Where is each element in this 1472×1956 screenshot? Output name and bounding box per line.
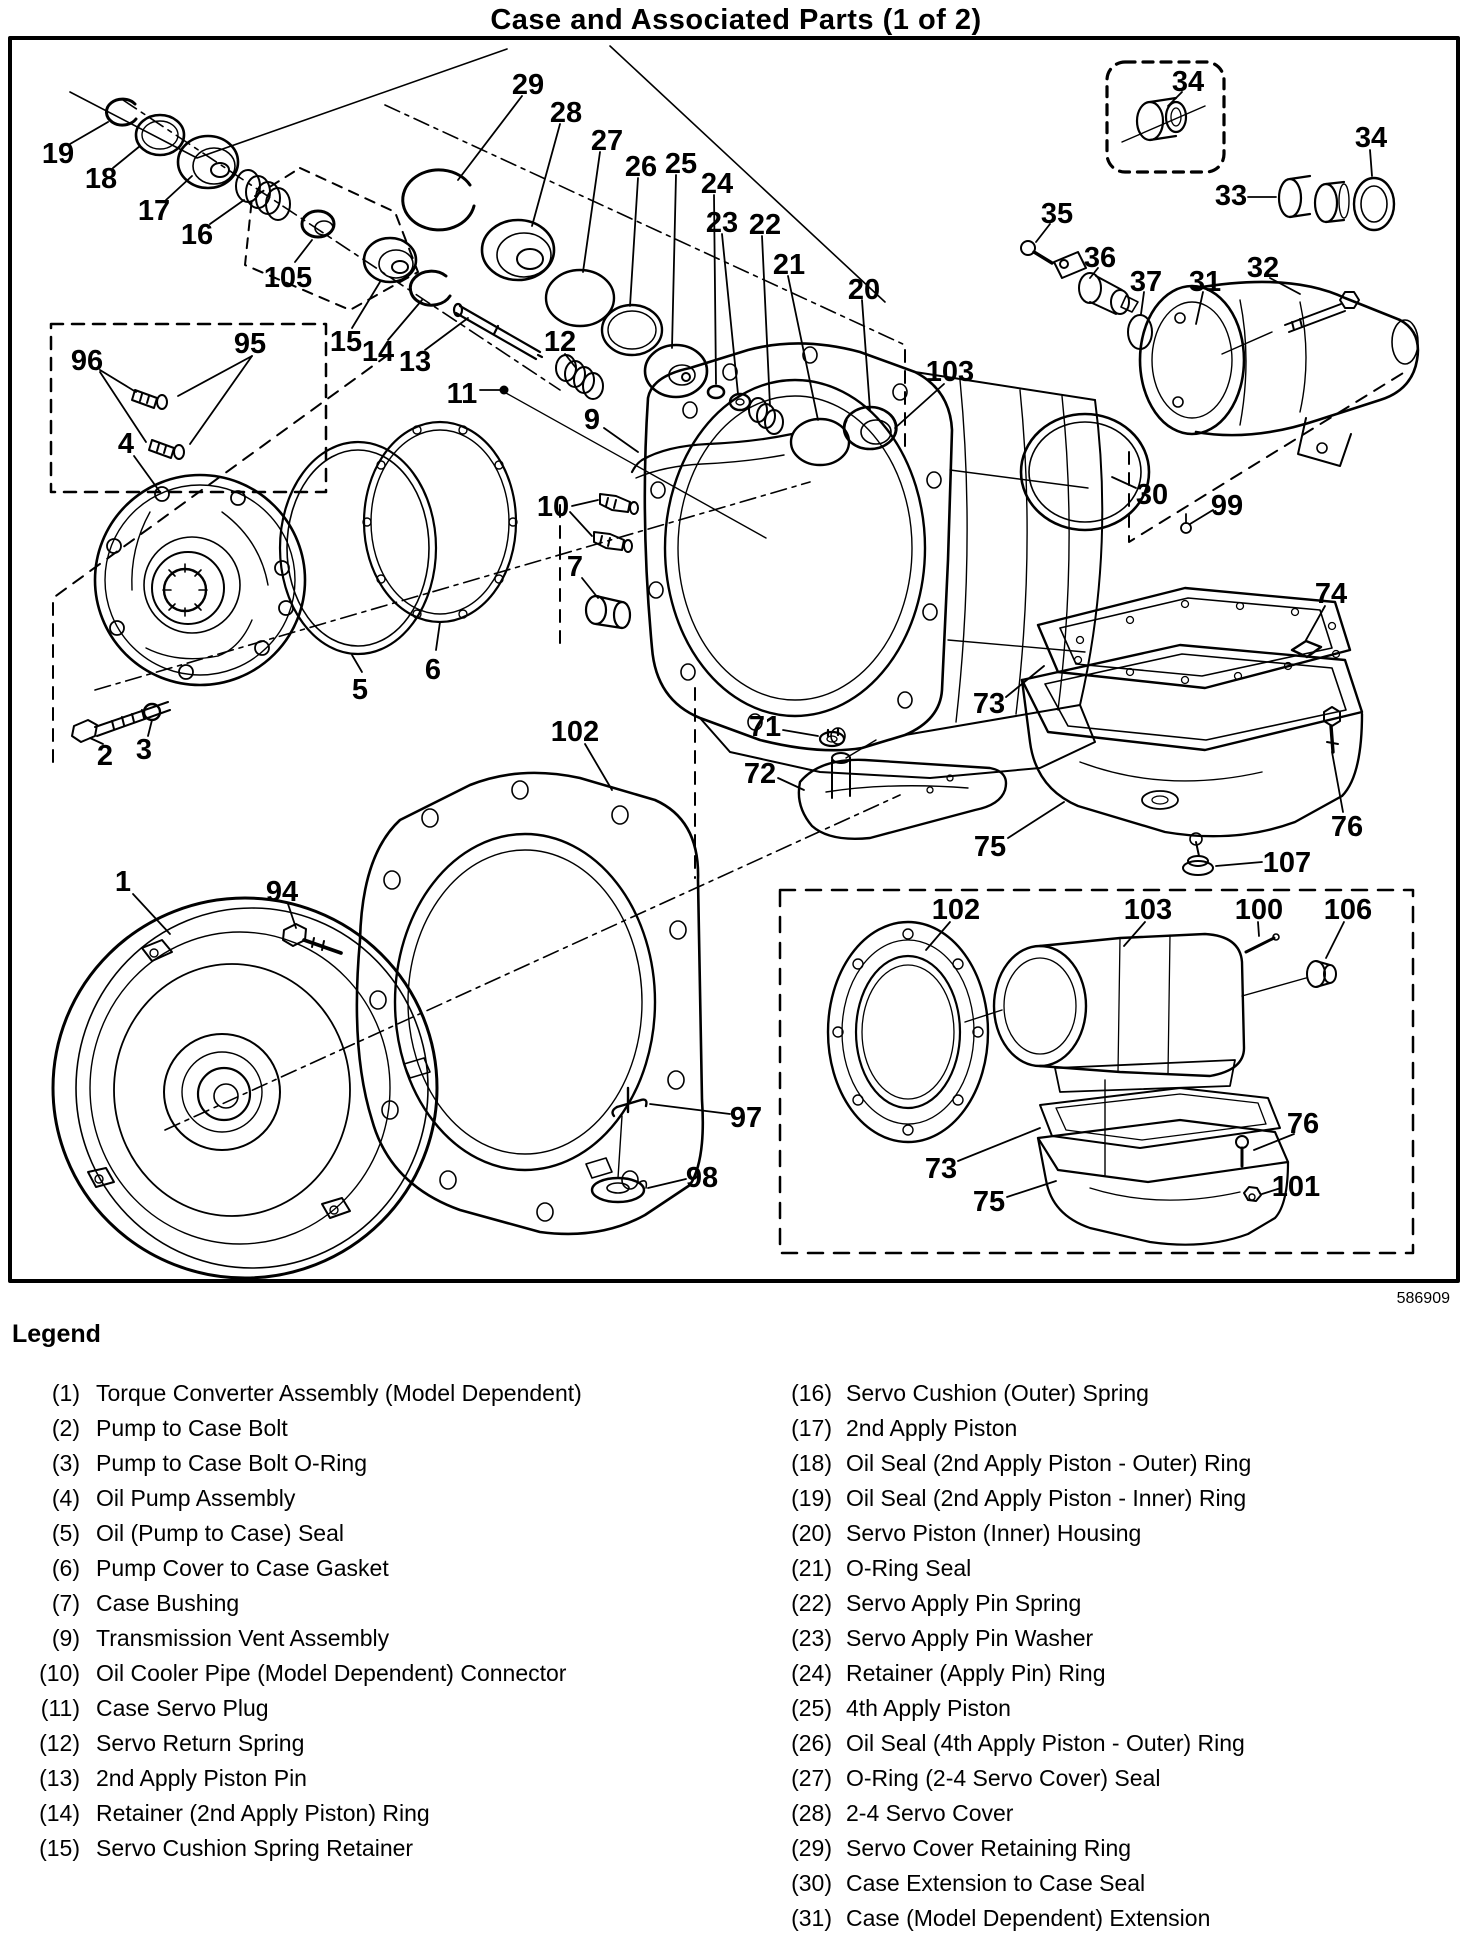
callout-25: 25 xyxy=(664,148,698,180)
legend-item-text: Retainer (2nd Apply Piston) Ring xyxy=(96,1800,430,1826)
callout-75: 75 xyxy=(972,1186,1006,1218)
callout-1: 1 xyxy=(114,866,132,898)
legend-item xyxy=(0,1765,710,1792)
servo-cushion-spring-16 xyxy=(236,170,290,220)
legend-item-number: (22) xyxy=(791,1590,832,1616)
callout-94: 94 xyxy=(265,876,299,908)
legend-item-number: (10) xyxy=(39,1660,80,1686)
legend-item-number: (13) xyxy=(39,1765,80,1791)
legend-item-text: Servo Piston (Inner) Housing xyxy=(846,1520,1142,1546)
inset-dowel-pin-100 xyxy=(1246,934,1279,952)
housing-washer-98 xyxy=(592,1178,646,1202)
torque-converter-1 xyxy=(53,898,437,1278)
legend-item-number: (4) xyxy=(51,1485,80,1511)
callout-37: 37 xyxy=(1129,266,1163,298)
spring-retainer-subassembly-105 xyxy=(302,211,334,237)
bell-housing-102 xyxy=(357,773,703,1234)
pump-bolt-holes xyxy=(107,487,293,679)
callout-103: 103 xyxy=(925,356,975,388)
legend-item-number: (25) xyxy=(791,1695,832,1721)
second-apply-piston-17 xyxy=(178,136,238,188)
apply-pin-retainer-ring-24 xyxy=(708,386,724,398)
legend-item-number: (1) xyxy=(51,1380,80,1406)
legend-item-text: Oil (Pump to Case) Seal xyxy=(96,1520,344,1546)
oring-seal-21 xyxy=(791,419,849,465)
callout-11: 11 xyxy=(446,378,478,410)
legend-item-number: (5) xyxy=(51,1520,80,1546)
legend-item-number: (27) xyxy=(791,1765,832,1791)
legend-item-text: 2nd Apply Piston Pin xyxy=(96,1765,307,1791)
servo-cover-oring-27 xyxy=(546,270,614,326)
bolt-oring-3 xyxy=(144,704,160,720)
legend-item xyxy=(736,1555,1472,1582)
callout-29: 29 xyxy=(511,69,545,101)
legend-item xyxy=(736,1450,1472,1477)
callout-97: 97 xyxy=(729,1102,763,1134)
legend-item xyxy=(736,1520,1472,1547)
legend-item xyxy=(736,1660,1472,1687)
servo-cushion-retainer-15 xyxy=(364,238,416,282)
callout-98: 98 xyxy=(685,1162,719,1194)
legend-item xyxy=(736,1590,1472,1617)
oil-filter-72 xyxy=(799,753,1006,839)
callout-101: 101 xyxy=(1271,1171,1321,1203)
legend-item xyxy=(736,1730,1472,1757)
callout-103: 103 xyxy=(1123,894,1173,926)
extension-bushing-halves-33 xyxy=(1279,176,1349,222)
legend-item xyxy=(736,1870,1472,1897)
pump-shaft-splines xyxy=(163,564,207,616)
callout-75: 75 xyxy=(973,831,1007,863)
callout-3: 3 xyxy=(135,734,153,766)
drain-plug-107 xyxy=(1183,833,1213,875)
inset-pan-bolt-76 xyxy=(1236,1136,1248,1166)
legend-item-text: Oil Pump Assembly xyxy=(96,1485,296,1511)
callout-35: 35 xyxy=(1040,198,1074,230)
legend-item-text: O-Ring Seal xyxy=(846,1555,972,1581)
inset-case-103 xyxy=(994,934,1244,1092)
legend-item-number: (17) xyxy=(791,1415,832,1441)
callout-14: 14 xyxy=(361,336,395,368)
legend-item-number: (20) xyxy=(791,1520,832,1546)
legend-item xyxy=(736,1905,1472,1932)
legend-item-number: (24) xyxy=(791,1660,832,1686)
legend-item-text: Oil Seal (2nd Apply Piston - Inner) Ring xyxy=(846,1485,1247,1511)
callout-28: 28 xyxy=(549,97,583,129)
callout-71: 71 xyxy=(748,711,782,743)
callout-24: 24 xyxy=(700,168,734,200)
legend-item xyxy=(0,1380,710,1407)
legend-item xyxy=(736,1485,1472,1512)
legend-item-text: Oil Seal (4th Apply Piston - Outer) Ring xyxy=(846,1730,1245,1756)
legend-item-text: O-Ring (2-4 Servo Cover) Seal xyxy=(846,1765,1161,1791)
callout-73: 73 xyxy=(972,688,1006,720)
legend-item-text: Servo Return Spring xyxy=(96,1730,305,1756)
case-servo-plug-11 xyxy=(500,386,509,395)
case-bolt-holes xyxy=(649,347,941,744)
legend-item-text: Retainer (Apply Pin) Ring xyxy=(846,1660,1106,1686)
legend-item-text: Pump to Case Bolt xyxy=(96,1415,288,1441)
callout-30: 30 xyxy=(1135,479,1169,511)
callout-72: 72 xyxy=(743,758,777,790)
case-body-ribs xyxy=(905,372,1102,735)
leader-lines xyxy=(70,92,1372,1197)
legend-item xyxy=(0,1555,710,1582)
legend-item-number: (7) xyxy=(51,1590,80,1616)
legend-item-text: Transmission Vent Assembly xyxy=(96,1625,390,1651)
callout-9: 9 xyxy=(583,404,601,436)
legend-item-text: 2nd Apply Piston xyxy=(846,1415,1018,1441)
callout-15: 15 xyxy=(329,326,363,358)
legend-item-text: Pump Cover to Case Gasket xyxy=(96,1555,389,1581)
legend-item-number: (23) xyxy=(791,1625,832,1651)
extension-bushing-34 xyxy=(1137,98,1186,140)
legend-item-number: (11) xyxy=(40,1695,80,1721)
servo-cover-28 xyxy=(482,220,554,280)
callout-96: 96 xyxy=(70,345,104,377)
legend-item-number: (31) xyxy=(791,1905,832,1931)
callout-102: 102 xyxy=(931,894,981,926)
callout-10: 10 xyxy=(536,491,570,523)
case-bushing-7 xyxy=(586,596,630,628)
legend-item-text: Case Servo Plug xyxy=(96,1695,269,1721)
callout-17: 17 xyxy=(137,195,171,227)
callout-34: 34 xyxy=(1171,66,1205,98)
legend-item-text: 2-4 Servo Cover xyxy=(846,1800,1014,1826)
callout-13: 13 xyxy=(398,346,432,378)
servo-return-spring-12 xyxy=(556,355,603,399)
callout-20: 20 xyxy=(847,274,881,306)
callout-100: 100 xyxy=(1234,894,1284,926)
legend-item-text: Case Extension to Case Seal xyxy=(846,1870,1146,1896)
legend-item xyxy=(0,1590,710,1617)
legend-item xyxy=(0,1695,710,1722)
callout-76: 76 xyxy=(1286,1108,1320,1140)
legend-item-number: (28) xyxy=(791,1800,832,1826)
legend-item-number: (21) xyxy=(791,1555,832,1581)
oil-pan-gasket-73 xyxy=(1038,588,1350,688)
legend-item xyxy=(736,1415,1472,1442)
inset-plug-106 xyxy=(1307,961,1336,987)
legend-item xyxy=(0,1800,710,1827)
legend-item-text: Servo Cover Retaining Ring xyxy=(846,1835,1132,1861)
legend-item-text: Oil Seal (2nd Apply Piston - Outer) Ring xyxy=(846,1450,1252,1476)
servo-cover-retaining-ring-29 xyxy=(403,170,474,230)
legend-item xyxy=(736,1765,1472,1792)
legend-item xyxy=(0,1415,710,1442)
callout-5: 5 xyxy=(351,674,369,706)
legend-item-number: (19) xyxy=(791,1485,832,1511)
callout-2: 2 xyxy=(96,740,114,772)
legend-item-number: (15) xyxy=(39,1835,80,1861)
legend-item xyxy=(736,1625,1472,1652)
legend-item xyxy=(0,1520,710,1547)
oil-pump-assembly xyxy=(95,475,305,685)
legend-item xyxy=(0,1450,710,1477)
apply-piston-pin-13 xyxy=(454,304,542,359)
callout-4: 4 xyxy=(117,428,135,460)
legend-item xyxy=(0,1835,710,1862)
callout-19: 19 xyxy=(41,138,75,170)
callout-76: 76 xyxy=(1330,811,1364,843)
case-extension-seal-30 xyxy=(1021,414,1149,530)
inset-nut-101 xyxy=(1244,1187,1261,1201)
legend-item-number: (18) xyxy=(791,1450,832,1476)
callout-32: 32 xyxy=(1246,252,1280,284)
callout-36: 36 xyxy=(1083,242,1117,274)
cooler-pipe-connectors-10 xyxy=(594,494,638,552)
legend-item-number: (14) xyxy=(39,1800,80,1826)
inner-oil-seal-ring-19 xyxy=(106,99,136,125)
legend-column-1 xyxy=(0,1380,710,1870)
callout-16: 16 xyxy=(180,219,214,251)
legend-item-number: (3) xyxy=(51,1450,80,1476)
case-extension-31 xyxy=(1140,282,1418,466)
legend-item-text: Case Bushing xyxy=(96,1590,240,1616)
oil-seal-ring-26 xyxy=(602,305,662,355)
callout-102: 102 xyxy=(550,716,600,748)
callout-107: 107 xyxy=(1262,847,1312,879)
callout-18: 18 xyxy=(84,163,118,195)
legend-item xyxy=(736,1695,1472,1722)
legend-item xyxy=(736,1380,1472,1407)
callout-6: 6 xyxy=(424,654,442,686)
inset-pan-gasket-73 xyxy=(1040,1088,1280,1148)
inset-adapter-plate-102 xyxy=(828,922,988,1142)
legend-item xyxy=(736,1835,1472,1862)
apply-pin-spring-22 xyxy=(749,398,783,434)
legend-item xyxy=(736,1800,1472,1827)
legend-item-text: 4th Apply Piston xyxy=(846,1695,1011,1721)
legend-item-number: (12) xyxy=(39,1730,80,1756)
callout-34: 34 xyxy=(1354,122,1388,154)
callout-23: 23 xyxy=(705,207,739,239)
legend-item-number: (6) xyxy=(51,1555,80,1581)
pump-cover-gasket-6 xyxy=(363,422,517,622)
check-ball-99 xyxy=(1181,514,1191,533)
page-title: Case and Associated Parts (1 of 2) xyxy=(490,4,982,36)
transmission-case-103 xyxy=(645,343,1102,778)
callout-21: 21 xyxy=(772,249,806,281)
legend-item-text: Servo Cushion Spring Retainer xyxy=(96,1835,414,1861)
callout-73: 73 xyxy=(924,1153,958,1185)
callout-105: 105 xyxy=(263,262,313,294)
legend-item-text: Servo Cushion (Outer) Spring xyxy=(846,1380,1149,1406)
callout-12: 12 xyxy=(543,326,577,358)
legend-item-number: (9) xyxy=(51,1625,80,1651)
legend-item-text: Oil Cooler Pipe (Model Dependent) Connector xyxy=(96,1660,567,1686)
legend-item xyxy=(0,1485,710,1512)
extension-seal-ring-34 xyxy=(1354,178,1394,230)
legend-item-number: (2) xyxy=(51,1415,80,1441)
figure-number: 586909 xyxy=(1396,1290,1450,1307)
servo-plug-71 xyxy=(820,729,844,746)
legend-item xyxy=(0,1730,710,1757)
retainer-ring-14 xyxy=(410,271,450,305)
callout-99: 99 xyxy=(1210,490,1244,522)
servo-inner-housing-20 xyxy=(844,407,897,449)
legend-item-text: Case (Model Dependent) Extension xyxy=(846,1905,1211,1931)
pump-to-case-bolt-2 xyxy=(72,702,170,742)
callout-26: 26 xyxy=(624,151,658,183)
legend-item-number: (16) xyxy=(791,1380,832,1406)
legend-item xyxy=(0,1625,710,1652)
callout-95: 95 xyxy=(233,328,267,360)
callout-74: 74 xyxy=(1314,578,1348,610)
callout-7: 7 xyxy=(566,551,584,583)
legend-heading: Legend xyxy=(12,1320,101,1348)
legend-item-number: (30) xyxy=(791,1870,832,1896)
legend-item xyxy=(0,1660,710,1687)
cooler-fittings-group xyxy=(132,390,184,459)
callout-22: 22 xyxy=(748,209,782,241)
sensor-bolt-35 xyxy=(1021,241,1052,263)
legend-item-text: Pump to Case Bolt O-Ring xyxy=(96,1450,368,1476)
fitting-icon xyxy=(149,440,174,458)
legend-item-number: (26) xyxy=(791,1730,832,1756)
legend-item-text: Torque Converter Assembly (Model Dependent) xyxy=(96,1380,582,1406)
legend-item-number: (29) xyxy=(791,1835,832,1861)
servo-cover-parts-chain xyxy=(403,170,897,465)
legend-item-text: Servo Apply Pin Spring xyxy=(846,1590,1082,1616)
pump-to-case-seal-5 xyxy=(280,442,436,654)
callout-106: 106 xyxy=(1323,894,1373,926)
callout-labels xyxy=(42,66,1387,1218)
callout-27: 27 xyxy=(590,125,624,157)
callout-33: 33 xyxy=(1214,180,1248,212)
legend-column-2 xyxy=(736,1380,1472,1940)
callout-31: 31 xyxy=(1188,266,1222,298)
legend-item-text: Servo Apply Pin Washer xyxy=(846,1625,1094,1651)
